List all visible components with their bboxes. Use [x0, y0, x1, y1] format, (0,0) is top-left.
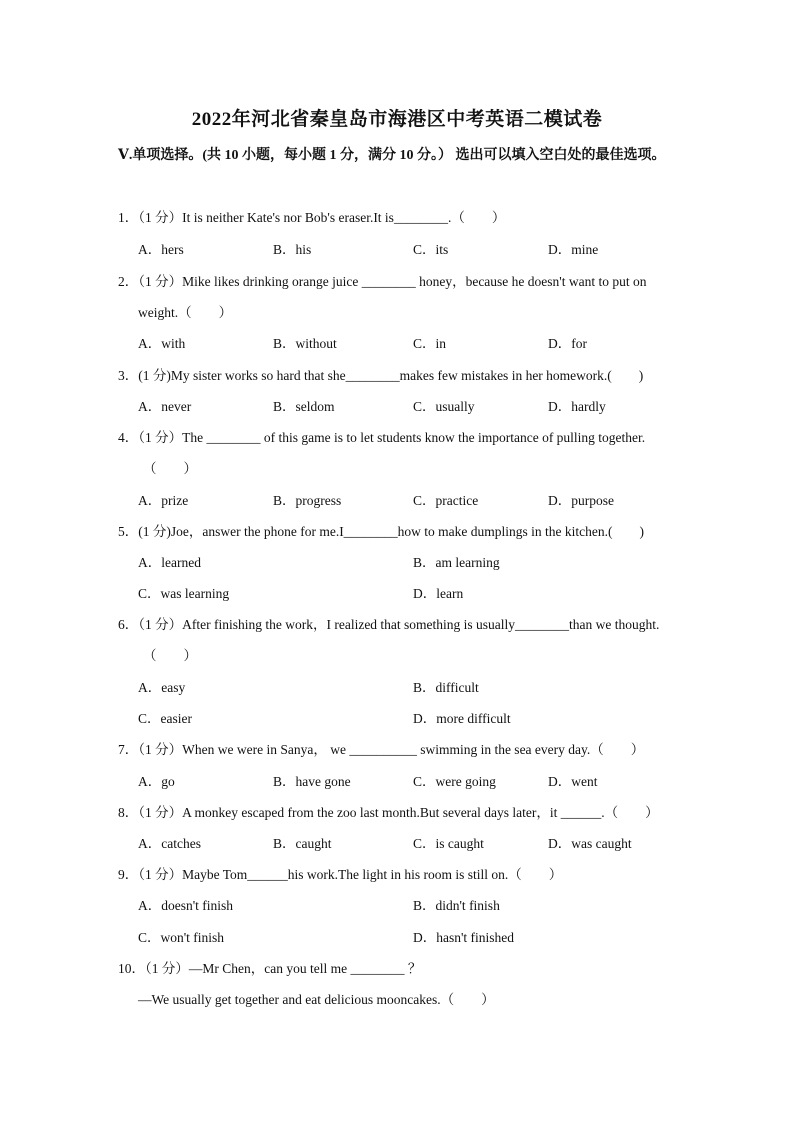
q7-option-b: B．have gone: [273, 774, 351, 789]
question-2-line-2: weight.（ ）: [138, 305, 233, 320]
q1-option-a: A．hers: [138, 242, 184, 257]
q9-option-c: C．won't finish: [138, 930, 225, 945]
q1-option-c: C．its: [413, 242, 449, 257]
question-7-line-1: 7．（1 分）When we were in Sanya， we __________ swimming in the sea every day.（ ）: [118, 742, 645, 757]
question-9-line-1: 9．（1 分）Maybe Tom______his work.The light in his room is still on.（ ）: [118, 867, 563, 882]
question-6-line-2: （ ）: [143, 648, 197, 663]
q4-option-a: A．prize: [138, 493, 189, 508]
q8-option-c: C．is caught: [413, 836, 484, 851]
q5-option-c: C．was learning: [138, 586, 230, 601]
q6-option-b: B．difficult: [413, 680, 479, 695]
question-8-line-1: 8．（1 分）A monkey escaped from the zoo last month.But several days later，it ______.（ ）: [118, 805, 659, 820]
q3-option-d: D．hardly: [548, 399, 606, 414]
q1-option-d: D．mine: [548, 242, 599, 257]
question-2-line-1: 2．（1 分）Mike likes drinking orange juice ________ honey，because he doesn't want to put on: [118, 274, 647, 289]
q3-option-c: C．usually: [413, 399, 475, 414]
q4-option-b: B．progress: [273, 493, 342, 508]
q7-option-c: C．were going: [413, 774, 496, 789]
q2-option-d: D．for: [548, 336, 587, 351]
question-10-line-2: —We usually get together and eat delicious mooncakes.（ ）: [138, 992, 495, 1007]
question-10-line-1: 10．（1 分）—Mr Chen，can you tell me ________ ？: [118, 961, 422, 976]
q3-option-b: B．seldom: [273, 399, 335, 414]
q7-option-a: A．go: [138, 774, 175, 789]
q2-option-b: B．without: [273, 336, 337, 351]
q5-option-b: B．am learning: [413, 555, 500, 570]
q6-option-d: D．more difficult: [413, 711, 511, 726]
q4-option-d: D．purpose: [548, 493, 614, 508]
q2-option-c: C．in: [413, 336, 447, 351]
question-4-line-2: （ ）: [143, 461, 197, 476]
q1-option-b: B．his: [273, 242, 312, 257]
section-heading: Ⅴ.单项选择。(共 10 小题，每小题 1 分，满分 10 分。） 选出可以填入空白处的最佳选项。: [118, 148, 666, 163]
q8-option-b: B．caught: [273, 836, 332, 851]
q6-option-c: C．easier: [138, 711, 192, 726]
question-4-line-1: 4．（1 分）The ________ of this game is to let students know the importance of pulling together.: [118, 430, 646, 445]
q2-option-a: A．with: [138, 336, 186, 351]
q8-option-d: D．was caught: [548, 836, 632, 851]
q9-option-d: D．hasn't finished: [413, 930, 515, 945]
question-6-line-1: 6．（1 分）After finishing the work，I realized that something is usually________than we thought.: [118, 617, 660, 632]
q5-option-d: D．learn: [413, 586, 464, 601]
question-5-line-1: 5．(1 分)Joe，answer the phone for me.I________how to make dumplings in the kitchen.( ): [118, 524, 645, 539]
q6-option-a: A．easy: [138, 680, 186, 695]
page-title: 2022年河北省秦皇岛市海港区中考英语二模试卷: [191, 109, 603, 130]
q8-option-a: A．catches: [138, 836, 201, 851]
question-3-line-1: 3．(1 分)My sister works so hard that she________makes few mistakes in her homework.( ): [118, 368, 644, 383]
q3-option-a: A．never: [138, 399, 192, 414]
q5-option-a: A．learned: [138, 555, 201, 570]
question-1-line-1: 1．（1 分）It is neither Kate's nor Bob's eraser.It is________.（ ）: [118, 210, 506, 225]
q9-option-b: B．didn't finish: [413, 898, 500, 913]
q4-option-c: C．practice: [413, 493, 479, 508]
q9-option-a: A．doesn't finish: [138, 898, 234, 913]
q7-option-d: D．went: [548, 774, 598, 789]
